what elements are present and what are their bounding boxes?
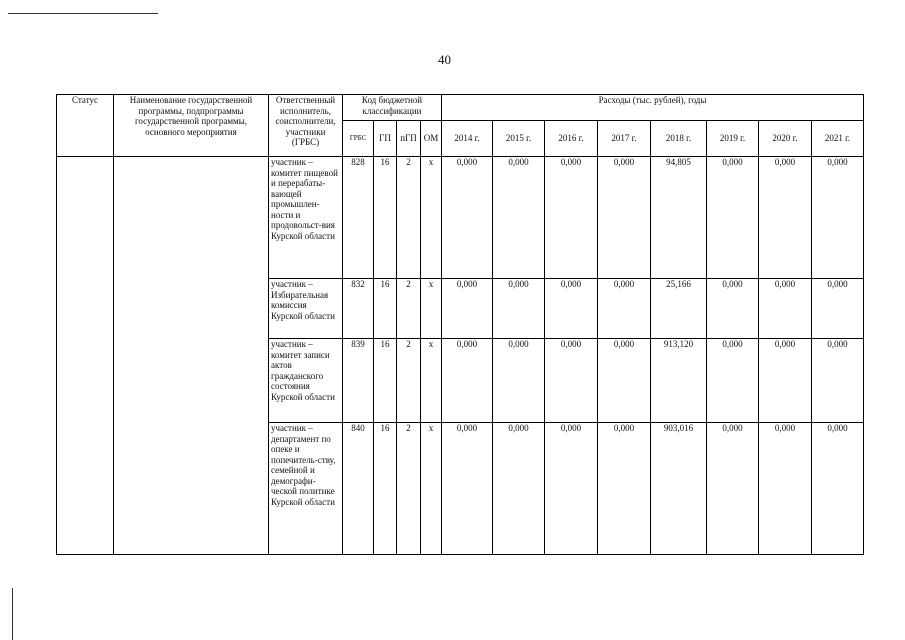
value-cell: 0,000 xyxy=(812,339,864,423)
value-cell: 0,000 xyxy=(598,339,651,423)
executor-cell: участник – Избирательная комиссия Курской области xyxy=(269,279,343,339)
value-cell: 0,000 xyxy=(598,423,651,555)
header-year: 2020 г. xyxy=(759,121,812,157)
header-name: Наименование государственной программы, подпрограммы государственной программы, основного мероприятия xyxy=(114,95,269,157)
value-cell: 25,166 xyxy=(651,279,707,339)
budget-table xyxy=(56,94,864,555)
header-year: 2015 г. xyxy=(493,121,545,157)
value-cell: 0,000 xyxy=(493,423,545,555)
name-cell xyxy=(114,157,269,555)
grbs-cell: 839 xyxy=(343,339,374,423)
value-cell: 913,120 xyxy=(651,339,707,423)
header-rule xyxy=(8,13,158,14)
value-cell: 0,000 xyxy=(493,339,545,423)
page-number: 40 xyxy=(438,52,451,67)
value-cell: 0,000 xyxy=(598,279,651,339)
value-cell: 0,000 xyxy=(707,339,759,423)
pgp-cell: 2 xyxy=(397,279,421,339)
value-cell: 0,000 xyxy=(759,279,812,339)
value-cell: 0,000 xyxy=(812,157,864,279)
value-cell: 0,000 xyxy=(812,279,864,339)
status-cell xyxy=(57,157,114,555)
header-budget-code: Код бюджетной классификации xyxy=(343,95,442,121)
gp-cell: 16 xyxy=(374,279,397,339)
value-cell: 0,000 xyxy=(442,157,493,279)
value-cell: 0,000 xyxy=(812,423,864,555)
header-year: 2021 г. xyxy=(812,121,864,157)
value-cell: 0,000 xyxy=(545,339,598,423)
executor-cell: участник – комитет записи актов гражданского состояния Курской области xyxy=(269,339,343,423)
value-cell: 0,000 xyxy=(759,423,812,555)
pgp-cell: 2 xyxy=(397,423,421,555)
om-cell: х xyxy=(421,157,442,279)
header-year: 2018 г. xyxy=(651,121,707,157)
value-cell: 0,000 xyxy=(707,157,759,279)
pgp-cell: 2 xyxy=(397,339,421,423)
header-responsible: Ответственный исполнитель, соисполнители, участники (ГРБС) xyxy=(269,95,343,157)
value-cell: 0,000 xyxy=(707,423,759,555)
table-row xyxy=(57,157,864,279)
value-cell: 0,000 xyxy=(545,423,598,555)
value-cell: 0,000 xyxy=(759,157,812,279)
header-grbs: ГРБС xyxy=(343,121,374,157)
value-cell: 0,000 xyxy=(493,157,545,279)
header-om: ОМ xyxy=(421,121,442,157)
value-cell: 94,805 xyxy=(651,157,707,279)
header-year: 2014 г. xyxy=(442,121,493,157)
grbs-cell: 828 xyxy=(343,157,374,279)
gp-cell: 16 xyxy=(374,157,397,279)
header-year: 2019 г. xyxy=(707,121,759,157)
value-cell: 0,000 xyxy=(442,423,493,555)
om-cell: х xyxy=(421,339,442,423)
value-cell: 0,000 xyxy=(598,157,651,279)
pgp-cell: 2 xyxy=(397,157,421,279)
value-cell: 0,000 xyxy=(545,157,598,279)
executor-cell: участник – комитет пищевой и перерабаты-вающей промышлен-ности и продовольст-вия Курской области xyxy=(269,157,343,279)
value-cell: 0,000 xyxy=(493,279,545,339)
gp-cell: 16 xyxy=(374,339,397,423)
gp-cell: 16 xyxy=(374,423,397,555)
table-header-row-1 xyxy=(57,95,864,121)
executor-cell: участник – департамент по опеке и попечитель-ству, семейной и демографи-ческой политике Курской области xyxy=(269,423,343,555)
value-cell: 0,000 xyxy=(442,279,493,339)
margin-rule xyxy=(12,588,13,640)
header-year: 2016 г. xyxy=(545,121,598,157)
value-cell: 0,000 xyxy=(442,339,493,423)
value-cell: 0,000 xyxy=(759,339,812,423)
om-cell: х xyxy=(421,423,442,555)
value-cell: 0,000 xyxy=(545,279,598,339)
value-cell: 0,000 xyxy=(707,279,759,339)
header-pgp: пГП xyxy=(397,121,421,157)
value-cell: 903,016 xyxy=(651,423,707,555)
header-year: 2017 г. xyxy=(598,121,651,157)
header-status: Статус xyxy=(57,95,114,157)
grbs-cell: 832 xyxy=(343,279,374,339)
om-cell: х xyxy=(421,279,442,339)
grbs-cell: 840 xyxy=(343,423,374,555)
header-gp: ГП xyxy=(374,121,397,157)
header-expenses: Расходы (тыс. рублей), годы xyxy=(442,95,864,121)
